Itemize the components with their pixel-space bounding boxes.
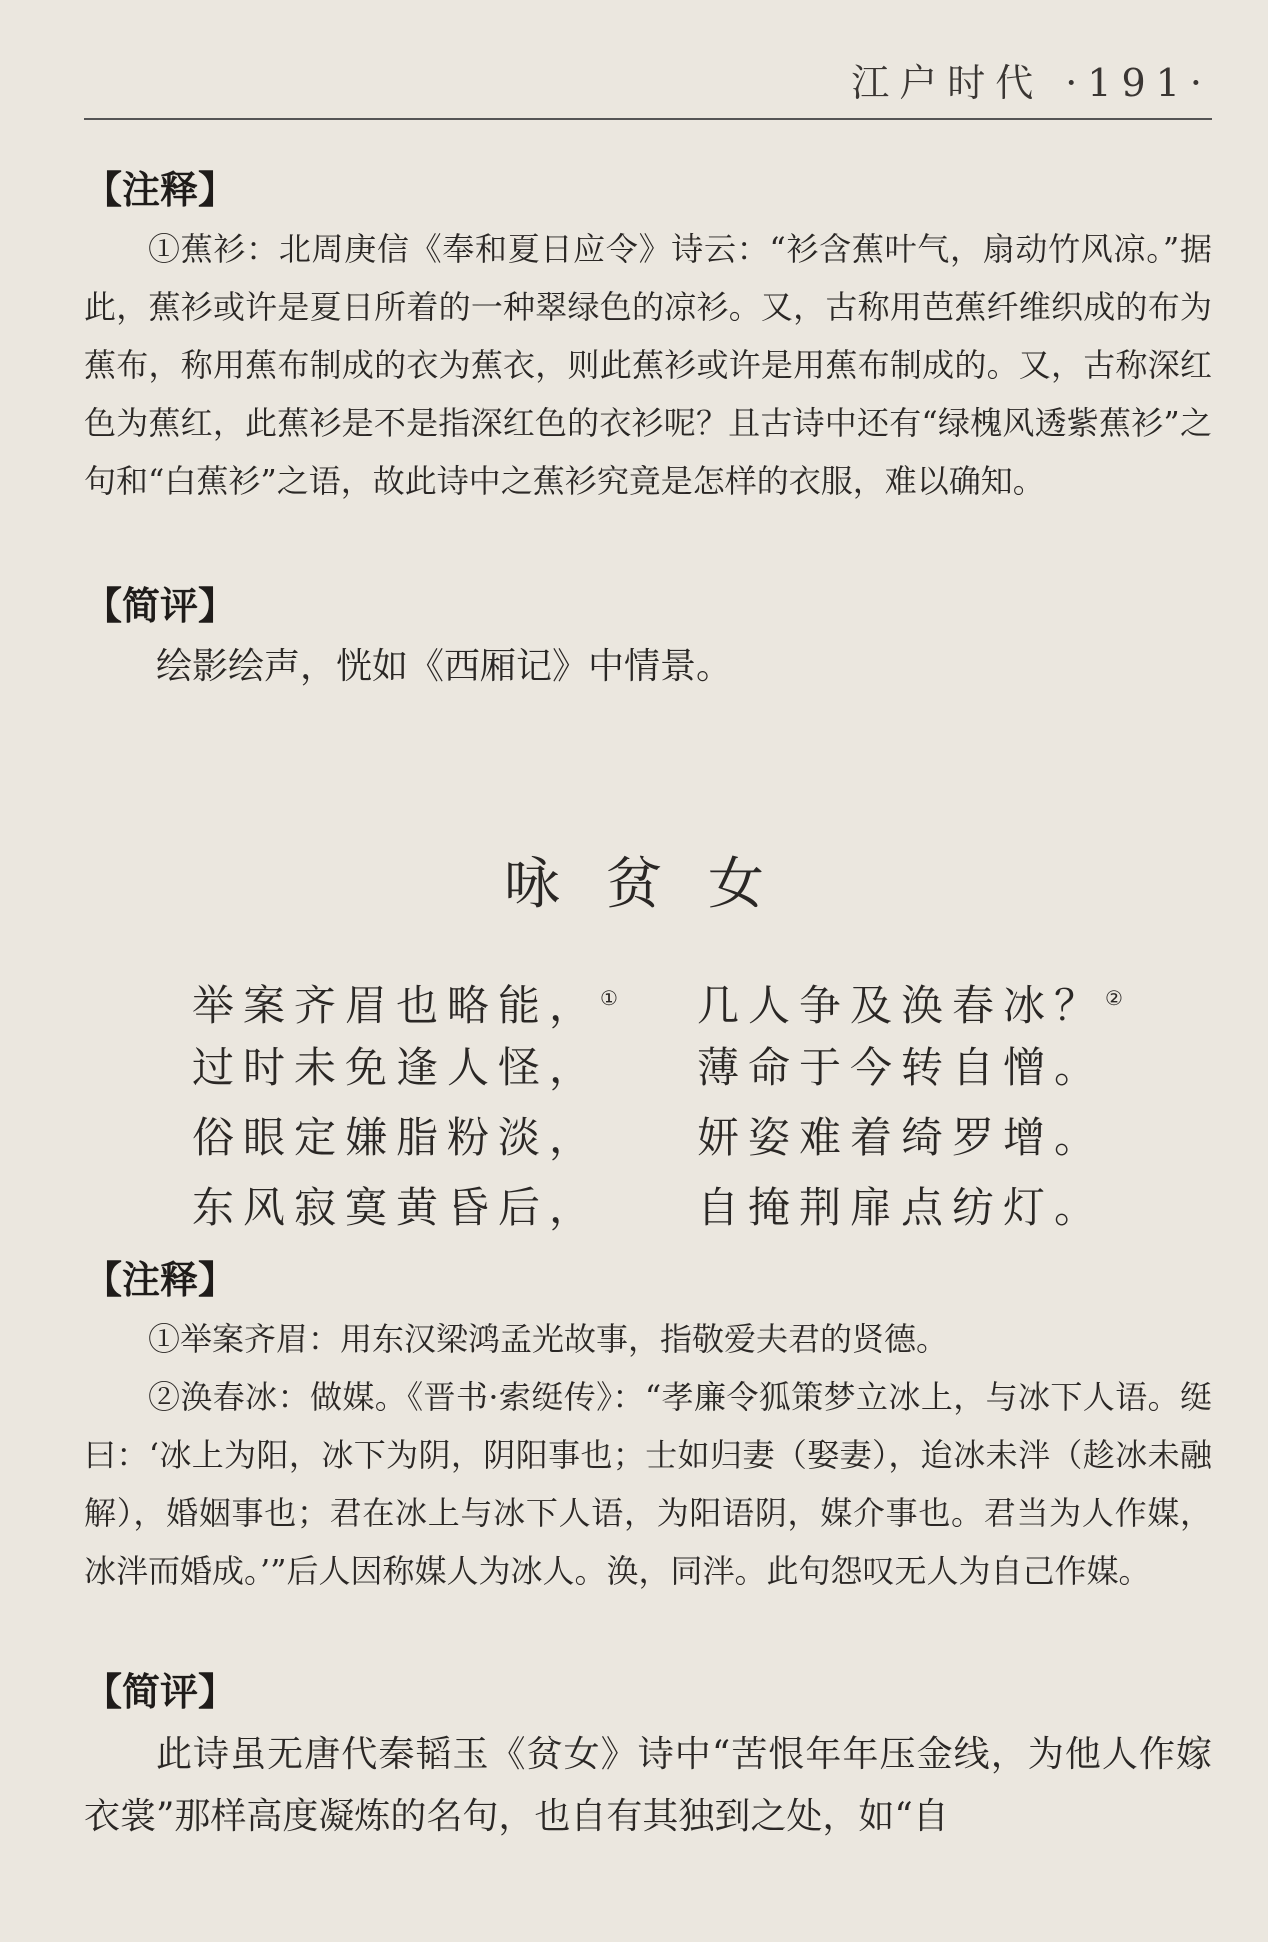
poem-body	[192, 968, 1132, 1248]
poem-couplet	[192, 1108, 1132, 1178]
comment-text: 此诗虽无唐代秦韬玉《贫女》诗中“苦恨年年压金线，为他人作嫁衣裳”那样高度凝炼的名句，也自有其独到之处，如“自	[84, 1734, 1212, 1837]
poem-couplet	[192, 1178, 1132, 1248]
poem-line: 东风寂寞黄昏后，	[192, 1183, 601, 1232]
poem-line: 几人争及涣春冰？②	[697, 981, 1123, 1030]
poem-line: 俗眼定嫌脂粉淡，	[192, 1113, 601, 1162]
poem-line: 过时未免逢人怪，	[192, 1043, 601, 1092]
note-1: ①蕉衫：北周庚信《奉和夏日应令》诗云：“衫含蕉叶气，扇动竹风凉。”据此，蕉衫或许是夏日所着的一种翠绿色的凉衫。又，古称用芭蕉纤维织成的布为蕉布，称用蕉布制成的衣为蕉衣，则此蕉衫或许是用蕉布制成的。又，古称深红色为蕉红，此蕉衫是不是指深红色的衣衫呢？且古诗中还有“绿槐风透紫蕉衫”之句和“白蕉衫”之语，故此诗中之蕉衫究竟是怎样的衣服，难以确知。	[84, 230, 1212, 500]
comment-section-1	[84, 584, 1212, 698]
poem-line: 妍姿难着绮罗增。	[697, 1113, 1106, 1162]
notes-section-2	[84, 1258, 1212, 1600]
comment-text: 绘影绘声，恍如《西厢记》中情景。	[156, 646, 733, 687]
poem-line: 薄命于今转自憎。	[697, 1043, 1106, 1092]
running-header: 江户时代 ·191·	[851, 61, 1212, 105]
poem-couplet	[192, 1038, 1132, 1108]
note-2: ②涣春冰：做媒。《晋书·索𬘩传》：“孝廉令狐策梦立冰上，与冰下人语。𬘩曰：‘冰上为阳，冰下为阴，阴阳事也；士如归妻（娶妻），迨冰未泮（趁冰未融解），婚姻事也；君在冰上与冰下人语，为阳语阴，媒介事也。君当为人作媒，冰泮而婚成。’”后人因称媒人为冰人。涣，同泮。此句怨叹无人为自己作媒。	[84, 1378, 1212, 1590]
comment-section-2	[84, 1670, 1212, 1848]
notes-section-1	[84, 168, 1212, 510]
page-header	[84, 52, 1212, 112]
header-rule	[84, 118, 1212, 120]
poem-title: 咏贫女	[504, 852, 810, 917]
comment-heading: 【简评】	[84, 583, 237, 628]
note-1: ①举案齐眉：用东汉梁鸿孟光故事，指敬爱夫君的贤德。	[148, 1320, 949, 1358]
comment-heading: 【简评】	[84, 1669, 237, 1714]
note-marker: ②	[1105, 986, 1123, 1010]
poem-couplet	[192, 968, 1132, 1038]
notes-heading: 【注释】	[84, 167, 237, 212]
notes-heading: 【注释】	[84, 1257, 237, 1302]
poem-line: 自掩荆扉点纺灯。	[697, 1183, 1106, 1232]
note-marker: ①	[600, 986, 618, 1010]
poem-line: 举案齐眉也略能，①	[192, 981, 618, 1030]
